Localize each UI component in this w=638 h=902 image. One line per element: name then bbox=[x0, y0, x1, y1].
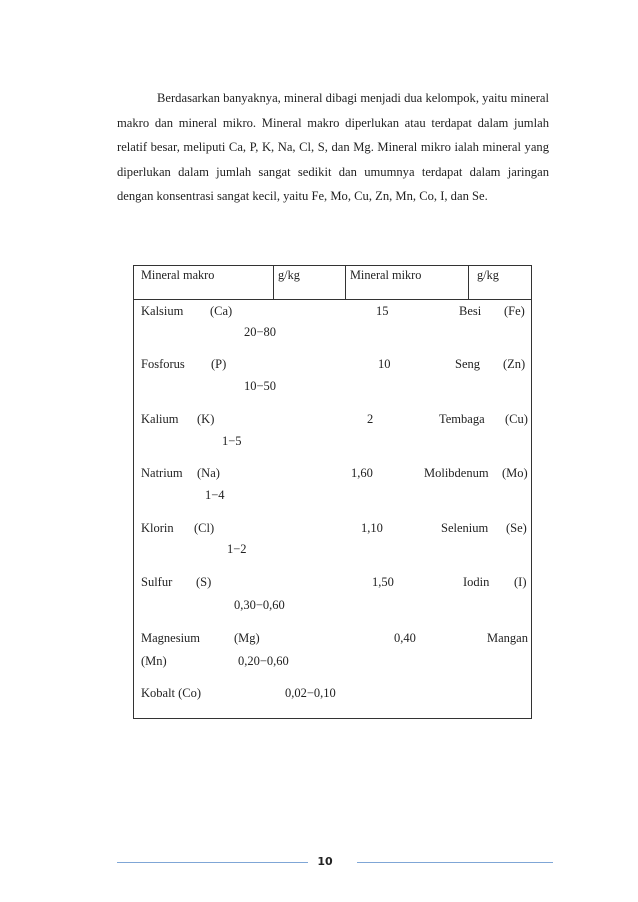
mineral-table bbox=[133, 265, 532, 719]
header-mineral-mikro: Mineral mikro bbox=[346, 266, 469, 299]
intro-paragraph: Berdasarkan banyaknya, mineral dibagi menjadi dua kelompok, yaitu mineral makro dan mineral mikro. Mineral makro diperlukan atau terdapat dalam jumlah relatif besar, meliputi Ca, P, K, Na, Cl, S, dan Mg. Mineral mikro ialah mineral yang diperlukan dalam jumlah sangat sedikit dan umumnya terdapat dalam jaringan dengan konsentrasi sangat kecil, yaitu Fe, Mo, Cu, Zn, Mn, Co, I, dan Se. bbox=[117, 91, 549, 204]
row-value: 0,40 bbox=[394, 631, 416, 645]
row-range: 1−2 bbox=[227, 542, 247, 556]
row-range: 1−5 bbox=[222, 434, 242, 448]
row-value: 10 bbox=[378, 357, 391, 371]
row-micro-symbol: (Cu) bbox=[505, 412, 528, 426]
row-name: Fosforus bbox=[141, 357, 185, 371]
row-name: Magnesium bbox=[141, 631, 201, 645]
row-micro-name: Tembaga bbox=[439, 412, 485, 426]
row-symbol: (K) bbox=[197, 412, 215, 426]
row-range: 0,20−0,60 bbox=[238, 654, 289, 668]
header-gkg-mikro: g/kg bbox=[477, 268, 499, 282]
row-micro-symbol: (Se) bbox=[506, 521, 527, 535]
row-micro-symbol: (Mn) bbox=[141, 654, 167, 668]
row-symbol: (Mg) bbox=[234, 631, 260, 645]
row-micro-symbol: (Fe) bbox=[504, 304, 525, 318]
row-micro-symbol: (I) bbox=[514, 575, 527, 589]
row-micro-name: Iodin bbox=[463, 575, 490, 589]
row-name: Natrium bbox=[141, 466, 183, 480]
row-name: Kalsium bbox=[141, 304, 184, 318]
row-name: Sulfur bbox=[141, 575, 173, 589]
row-range: 0,30−0,60 bbox=[234, 598, 285, 612]
row-name: Klorin bbox=[141, 521, 174, 535]
row-symbol: (Na) bbox=[197, 466, 220, 480]
row-value: 15 bbox=[376, 304, 389, 318]
row-micro-name: Mangan bbox=[487, 631, 528, 645]
row-symbol: (S) bbox=[196, 575, 212, 589]
row-range: 10−50 bbox=[244, 379, 277, 393]
row-micro-name: Molibdenum bbox=[424, 466, 489, 480]
row-symbol: (Cl) bbox=[194, 521, 215, 535]
row-value: 1,60 bbox=[351, 466, 373, 480]
row-micro-name: Seng bbox=[455, 357, 480, 371]
row-value: 1,50 bbox=[372, 575, 394, 589]
row-name: Kobalt (Co) bbox=[141, 686, 202, 700]
footer-rule-right bbox=[357, 862, 553, 863]
row-range: 1−4 bbox=[205, 488, 225, 502]
row-range: 20−80 bbox=[244, 325, 277, 339]
page-number: 10 bbox=[317, 855, 333, 868]
row-micro-symbol: (Mo) bbox=[502, 466, 528, 480]
row-micro-symbol: (Zn) bbox=[503, 357, 526, 371]
row-name: Kalium bbox=[141, 412, 179, 426]
row-symbol: (Ca) bbox=[210, 304, 233, 318]
row-micro-name: Besi bbox=[459, 304, 482, 318]
row-micro-name: Selenium bbox=[441, 521, 489, 535]
row-range: 0,02−0,10 bbox=[285, 686, 336, 700]
header-mineral-makro: Mineral makro bbox=[134, 266, 274, 299]
row-value: 1,10 bbox=[361, 521, 383, 535]
row-symbol: (P) bbox=[211, 357, 227, 371]
row-value: 2 bbox=[367, 412, 374, 426]
table-header bbox=[134, 266, 531, 300]
footer-rule-left bbox=[117, 862, 308, 863]
header-gkg-makro: g/kg bbox=[274, 266, 346, 299]
